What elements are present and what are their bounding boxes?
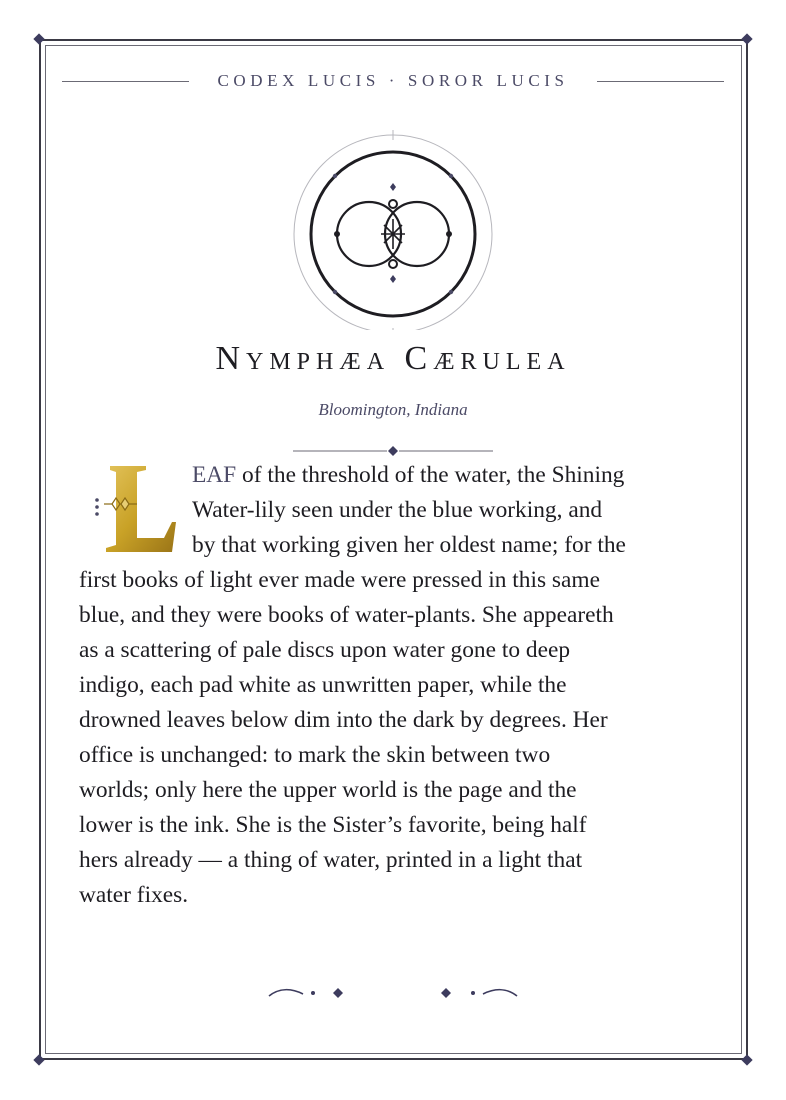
swash-ornament-icon	[265, 978, 521, 1008]
body-line: water fixes.	[79, 882, 189, 908]
page-header	[62, 68, 724, 94]
header-label: CODEX LUCIS · SOROR LUCIS	[217, 71, 569, 90]
body-line: as a scattering of pale discs upon water gone to deep	[79, 637, 571, 663]
body-line: blue, and they were books of water-plants. She appeareth	[79, 602, 614, 628]
entry-body	[79, 458, 719, 913]
body-line: office is unchanged: to mark the skin between two	[79, 742, 551, 768]
lead-word: EAF	[192, 462, 237, 488]
body-line: Water-lily seen under the blue working, and	[192, 497, 603, 523]
body-line: first books of light ever made were pressed in this same	[79, 567, 600, 593]
body-line: drowned leaves below dim into the dark by degrees. Her	[79, 707, 608, 733]
body-line: indigo, each pad white as unwritten paper, while the	[79, 672, 567, 698]
body-line: lower is the ink. She is the Sister’s favorite, being half	[79, 812, 587, 838]
body-line: by that working given her oldest name; for the	[192, 532, 626, 558]
vesica-compass-icon	[293, 130, 493, 330]
diamond-divider-icon	[293, 444, 493, 458]
location-subtitle: Bloomington, Indiana	[318, 400, 468, 419]
body-line: hers already — a thing of water, printed in a light that	[79, 847, 583, 873]
body-line-text: of the threshold of the water, the Shining	[236, 462, 625, 488]
body-line	[79, 458, 719, 493]
body-line: worlds; only here the upper world is the page and the	[79, 777, 577, 803]
page-title: Nymphæa Cærulea	[215, 340, 571, 377]
dropcap-letter: L	[92, 460, 93, 461]
header-rule-right	[597, 81, 724, 82]
header-rule-left	[62, 81, 189, 82]
